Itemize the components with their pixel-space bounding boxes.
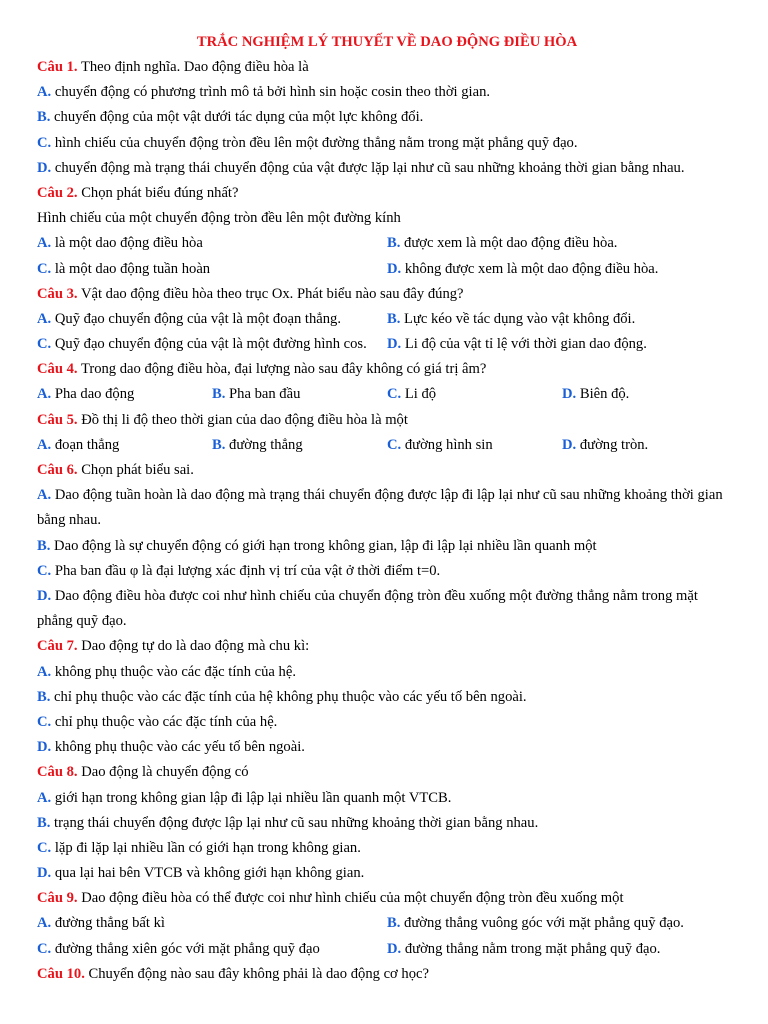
option-text: Biên độ.: [579, 386, 630, 403]
option-letter: B.: [37, 814, 51, 831]
option-b: [37, 685, 737, 710]
option-text: Dao động tuần hoàn là dao động mà trạng thái chuyển động được lập đi lập lại như cũ sau những khoảng thời gian bằng nhau.: [37, 487, 723, 529]
option-d: [387, 937, 737, 962]
question-8: [37, 760, 737, 785]
option-d: [37, 861, 737, 886]
option-b: [212, 382, 387, 407]
option-a: [37, 80, 737, 105]
question-3: [37, 282, 737, 307]
question-text: Dao động điều hòa có thể được coi như hình chiếu của một chuyển động tròn đều xuống một: [81, 890, 624, 907]
option-letter: C.: [387, 436, 402, 453]
option-c: [37, 131, 737, 156]
option-letter: D.: [37, 159, 52, 176]
question-text: Chọn phát biểu sai.: [81, 462, 194, 478]
option-c: [387, 382, 562, 407]
option-c: [37, 559, 737, 584]
option-text: Quỹ đạo chuyển động của vật là một đoạn thẳng.: [54, 310, 341, 327]
option-letter: C.: [37, 336, 52, 353]
option-d: [562, 382, 737, 407]
option-text: chỉ phụ thuộc vào các đặc tính của hệ không phụ thuộc vào các yếu tố bên ngoài.: [54, 688, 527, 705]
option-letter: B.: [37, 537, 51, 554]
option-a: [37, 433, 212, 458]
option-row: [37, 937, 737, 962]
option-text: chuyển động có phương trình mô tả bởi hình sin hoặc cosin theo thời gian.: [54, 84, 491, 101]
question-9: [37, 886, 737, 911]
option-d: [37, 584, 737, 634]
question-5: [37, 408, 737, 433]
option-letter: A.: [37, 235, 52, 252]
question-1: [37, 55, 737, 80]
option-text: chuyển động mà trạng thái chuyển động của vật được lặp lại như cũ sau những khoảng thời gian bằng nhau.: [54, 159, 685, 176]
option-a: [37, 483, 737, 533]
option-a: [37, 911, 387, 936]
option-d: [387, 332, 737, 357]
option-text: lặp đi lặp lại nhiều lần có giới hạn trong không gian.: [54, 839, 361, 856]
option-letter: A.: [37, 789, 52, 806]
option-letter: A.: [37, 84, 52, 101]
option-text: chuyển động của một vật dưới tác dụng của một lực không đổi.: [54, 109, 424, 126]
option-text: hình chiếu của chuyển động tròn đều lên một đường thẳng nằm trong mặt phẳng quỹ đạo.: [54, 134, 578, 151]
option-d: [37, 156, 737, 181]
option-text: là một dao động điều hòa: [54, 235, 203, 252]
option-letter: B.: [37, 688, 51, 705]
option-text: giới hạn trong không gian lập đi lập lại nhiều lần quanh một VTCB.: [54, 789, 452, 806]
option-text: Pha ban đầu φ là đại lượng xác định vị trí của vật ở thời điểm t=0.: [54, 562, 441, 579]
option-text: Dao động điều hòa được coi như hình chiếu của chuyển động tròn đều xuống một đường thẳng nằm trong mặt phẳng quỹ đạo.: [37, 587, 698, 630]
option-letter: D.: [37, 865, 52, 882]
question-label: Câu 5.: [37, 411, 78, 428]
option-letter: B.: [387, 235, 401, 252]
option-b: [387, 231, 737, 256]
option-text: đường thẳng vuông góc với mặt phẳng quỹ đạo.: [404, 915, 684, 932]
question-text: Dao động là chuyển động có: [81, 764, 249, 781]
option-letter: C.: [387, 386, 402, 403]
option-letter: D.: [37, 739, 52, 756]
option-letter: D.: [562, 436, 577, 453]
option-b: [212, 433, 387, 458]
option-text: trạng thái chuyển động được lập lại như cũ sau những khoảng thời gian bằng nhau.: [54, 814, 539, 831]
question-text: Chuyển động nào sau đây không phải là dao động cơ học?: [88, 965, 429, 982]
option-text: đường tròn.: [579, 436, 649, 453]
option-letter: C.: [37, 260, 52, 277]
option-c: [37, 836, 737, 861]
option-letter: A.: [37, 386, 52, 403]
option-text: được xem là một dao động điều hòa.: [404, 235, 618, 252]
option-row: [37, 307, 737, 332]
option-b: [37, 811, 737, 836]
option-text: Lực kéo về tác dụng vào vật không đổi.: [404, 310, 636, 327]
option-text: Dao động là sự chuyển động có giới hạn trong không gian, lập đi lập lại nhiều lần quanh một: [54, 537, 597, 554]
question-label: Câu 9.: [37, 890, 78, 907]
question-label: Câu 3.: [37, 285, 78, 302]
option-b: [37, 105, 737, 130]
option-letter: A.: [37, 436, 52, 453]
option-text: đường thẳng: [229, 436, 303, 453]
option-c: [37, 332, 387, 357]
question-label: Câu 10.: [37, 965, 85, 982]
question-text: Vật dao động điều hòa theo trục Ox. Phát biểu nào sau đây đúng?: [80, 285, 464, 302]
option-letter: D.: [562, 386, 577, 403]
option-c: [37, 710, 737, 735]
option-letter: C.: [37, 562, 52, 579]
option-row: [37, 231, 737, 256]
option-a: [37, 382, 212, 407]
question-text: Chọn phát biểu đúng nhất?: [81, 184, 239, 201]
option-c: [387, 433, 562, 458]
option-letter: B.: [212, 386, 226, 403]
option-d: [562, 433, 737, 458]
option-c: [37, 937, 387, 962]
question-subtext: Hình chiếu của một chuyển động tròn đều lên một đường kính: [37, 210, 401, 227]
option-text: chỉ phụ thuộc vào các đặc tính của hệ.: [54, 713, 278, 730]
option-a: [37, 231, 387, 256]
option-text: qua lại hai bên VTCB và không giới hạn không gian.: [54, 865, 365, 882]
option-text: Li độ của vật tỉ lệ với thời gian dao động.: [404, 336, 647, 353]
question-label: Câu 2.: [37, 184, 78, 201]
option-d: [387, 257, 737, 282]
option-letter: D.: [387, 940, 402, 957]
option-b: [387, 911, 737, 936]
question-text: Đồ thị li độ theo thời gian của dao động điều hòa là một: [81, 411, 408, 428]
question-10: [37, 962, 737, 987]
option-letter: C.: [37, 713, 52, 730]
option-letter: C.: [37, 839, 52, 856]
question-text: Dao động tự do là dao động mà chu kì:: [81, 638, 310, 655]
question-text: Trong dao động điều hòa, đại lượng nào sau đây không có giá trị âm?: [80, 361, 487, 378]
question-2: [37, 181, 737, 206]
question-7: [37, 634, 737, 659]
option-text: đường thẳng xiên góc với mặt phẳng quỹ đạo: [54, 940, 320, 957]
option-text: Pha dao động: [54, 386, 135, 403]
option-letter: D.: [387, 260, 402, 277]
option-d: [37, 735, 737, 760]
option-row: [37, 433, 737, 458]
page-title: TRẮC NGHIỆM LÝ THUYẾT VỀ DAO ĐỘNG ĐIỀU HÒA: [196, 34, 578, 50]
option-text: Pha ban đầu: [229, 386, 301, 403]
option-a: [37, 786, 737, 811]
option-letter: C.: [37, 134, 52, 151]
option-text: không phụ thuộc vào các yếu tố bên ngoài.: [54, 739, 305, 756]
question-4: [37, 357, 737, 382]
option-text: đoạn thẳng: [54, 436, 120, 453]
question-text: Theo định nghĩa. Dao động điều hòa là: [80, 59, 309, 75]
option-row: [37, 382, 737, 407]
question-label: Câu 6.: [37, 462, 78, 478]
option-b: [387, 307, 737, 332]
option-letter: B.: [37, 109, 51, 126]
option-letter: D.: [37, 587, 52, 604]
question-label: Câu 1.: [37, 59, 78, 75]
option-row: [37, 257, 737, 282]
option-a: [37, 660, 737, 685]
option-text: đường hình sin: [404, 436, 493, 453]
option-text: đường thẳng nằm trong mặt phẳng quỹ đạo.: [404, 940, 661, 957]
option-text: không phụ thuộc vào các đặc tính của hệ.: [54, 663, 296, 680]
option-letter: C.: [37, 940, 52, 957]
option-text: Quỹ đạo chuyển động của vật là một đường hình cos.: [54, 336, 367, 353]
option-letter: A.: [37, 915, 52, 932]
option-letter: B.: [387, 915, 401, 932]
option-b: [37, 534, 737, 559]
option-c: [37, 257, 387, 282]
option-text: không được xem là một dao động điều hòa.: [404, 260, 659, 277]
question-6: [37, 458, 737, 483]
option-letter: A.: [37, 487, 52, 504]
question-label: Câu 4.: [37, 361, 78, 378]
option-a: [37, 307, 387, 332]
document-page: [37, 30, 737, 987]
question-label: Câu 7.: [37, 638, 78, 655]
option-row: [37, 332, 737, 357]
question-label: Câu 8.: [37, 764, 78, 781]
option-letter: D.: [387, 336, 402, 353]
option-row: [37, 911, 737, 936]
option-text: đường thẳng bất kì: [54, 915, 165, 932]
option-text: Li độ: [404, 386, 437, 403]
option-text: là một dao động tuần hoàn: [54, 260, 211, 277]
option-letter: A.: [37, 663, 52, 680]
option-letter: B.: [387, 310, 401, 327]
option-letter: B.: [212, 436, 226, 453]
option-letter: A.: [37, 310, 52, 327]
